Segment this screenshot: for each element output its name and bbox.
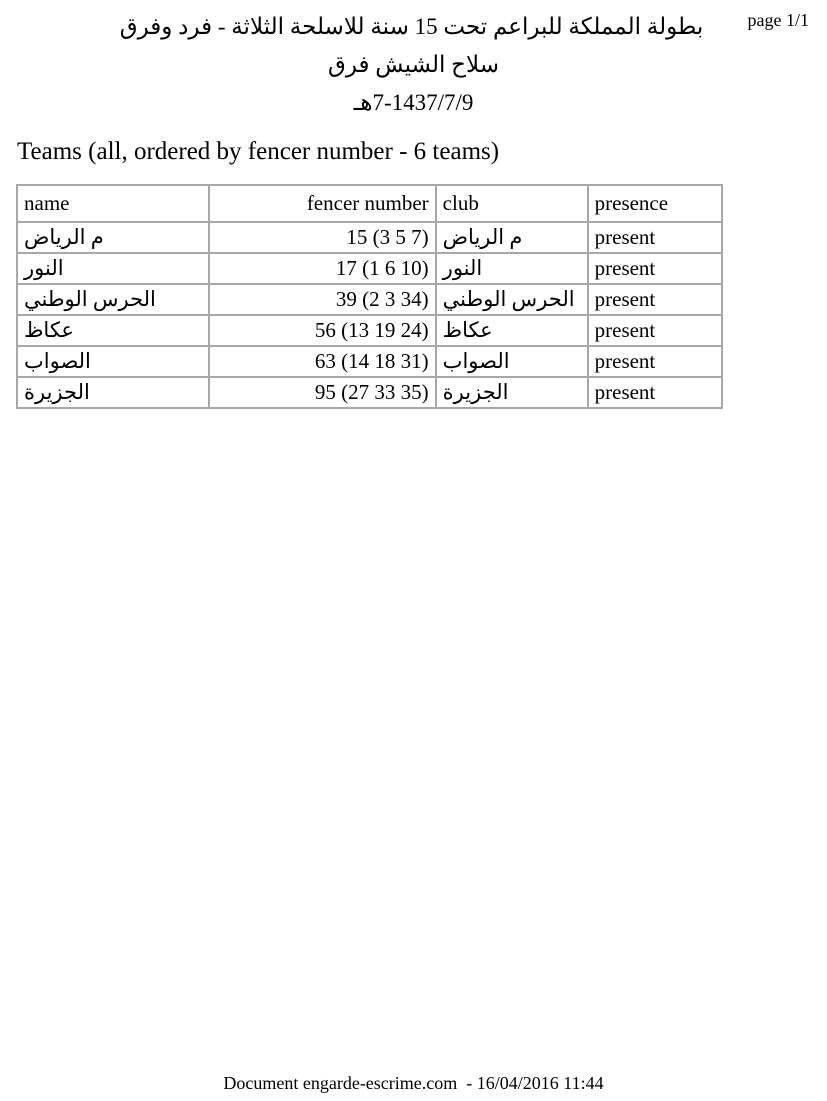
- team-name: الحرس الوطني: [24, 287, 156, 311]
- team-name: الصواب: [24, 349, 91, 373]
- column-header-name: name: [17, 185, 209, 222]
- table-row: [17, 253, 722, 284]
- club-name: م الرياض: [442, 225, 523, 249]
- club-cell: [436, 222, 588, 253]
- page-number: page 1/1: [747, 10, 809, 30]
- club-name: الجزيرة: [442, 380, 509, 404]
- presence-cell: present: [588, 315, 722, 346]
- team-name: عكاظ: [24, 318, 74, 342]
- fencer-number-cell: 17 (1 6 10): [209, 253, 436, 284]
- club-cell: [436, 315, 588, 346]
- event-date: 7-1437/7/9هـ: [353, 90, 474, 115]
- table-header-row: [17, 185, 722, 222]
- presence-cell: present: [588, 377, 722, 408]
- presence-cell: present: [588, 346, 722, 377]
- document-footer: Document engarde-escrime.com - 16/04/2016 11:44: [223, 1073, 604, 1093]
- presence-cell: present: [588, 284, 722, 315]
- table-row: [17, 284, 722, 315]
- presence-cell: present: [588, 253, 722, 284]
- team-name-cell: [17, 377, 209, 408]
- club-name: الصواب: [442, 349, 510, 373]
- table-row: [17, 346, 722, 377]
- table-row: [17, 222, 722, 253]
- club-cell: [436, 253, 588, 284]
- fencer-number-cell: 15 (3 5 7): [209, 222, 436, 253]
- presence-cell: present: [588, 222, 722, 253]
- team-name-cell: [17, 253, 209, 284]
- team-name-cell: [17, 222, 209, 253]
- club-name: النور: [442, 256, 483, 280]
- column-header-club: club: [436, 185, 588, 222]
- club-cell: [436, 284, 588, 315]
- weapon-event-title: سلاح الشيش فرق: [327, 52, 500, 77]
- column-header-fencer-number: fencer number: [209, 185, 436, 222]
- club-name: عكاظ: [442, 318, 493, 342]
- column-header-presence: presence: [588, 185, 722, 222]
- team-name: الجزيرة: [24, 380, 90, 404]
- club-cell: [436, 377, 588, 408]
- table-row: [17, 315, 722, 346]
- table-row: [17, 377, 722, 408]
- teams-table: [16, 184, 723, 409]
- fencer-number-cell: 39 (2 3 34): [209, 284, 436, 315]
- team-name-cell: [17, 284, 209, 315]
- club-cell: [436, 346, 588, 377]
- fencer-number-cell: 63 (14 18 31): [209, 346, 436, 377]
- document-header: [0, 8, 827, 122]
- team-name: م الرياض: [24, 225, 104, 249]
- competition-title: بطولة المملكة للبراعم تحت 15 سنة للاسلحة الثلاثة - فرد وفرق: [119, 14, 704, 39]
- team-name-cell: [17, 315, 209, 346]
- club-name: الحرس الوطني: [442, 287, 575, 311]
- fencer-number-cell: 56 (13 19 24): [209, 315, 436, 346]
- team-name: النور: [24, 256, 64, 280]
- fencer-number-cell: 95 (27 33 35): [209, 377, 436, 408]
- section-title: Teams (all, ordered by fencer number - 6 teams): [17, 138, 500, 165]
- team-name-cell: [17, 346, 209, 377]
